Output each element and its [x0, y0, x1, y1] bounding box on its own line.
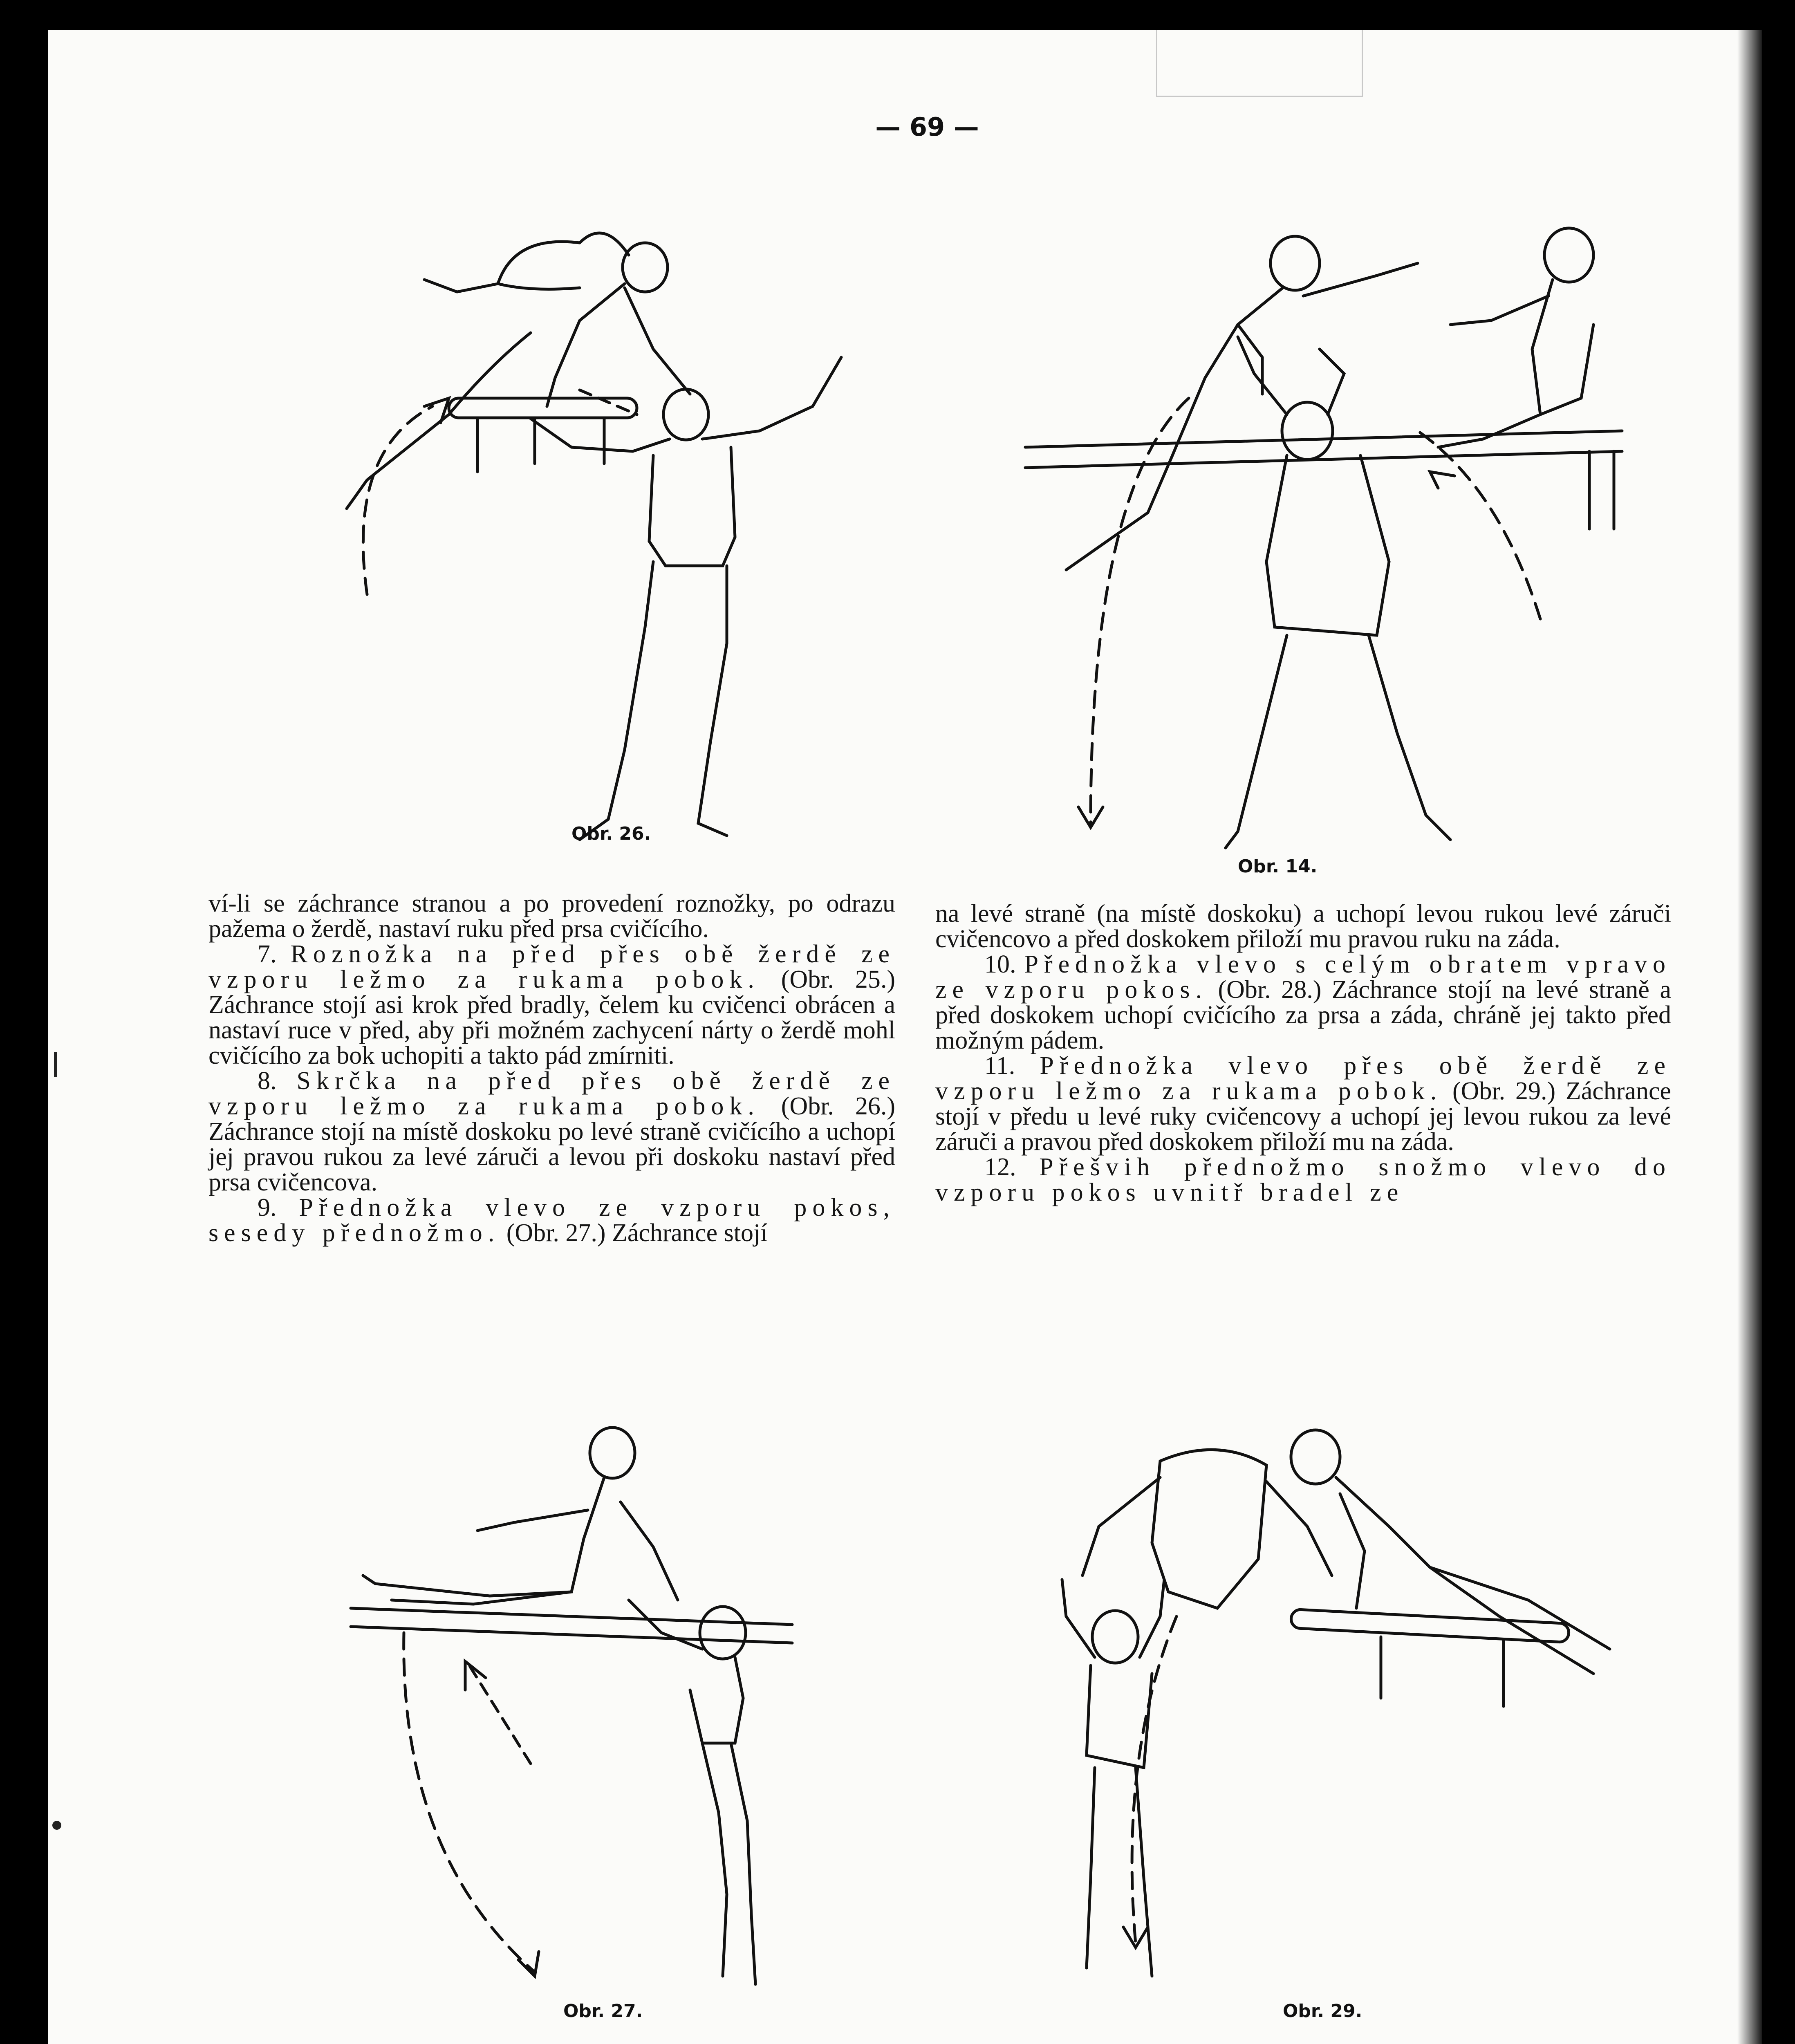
spaced-heading-text: Přednožka vlevo přes obě žerdě ze vzporu ležmo za rukama pobok. [935, 1052, 1671, 1105]
figure-14 [1009, 202, 1712, 877]
figure-14-illustration [1009, 202, 1712, 864]
figure-29 [997, 1387, 1683, 2022]
figure-26-illustration [285, 186, 899, 856]
page-number: — 69 — [875, 112, 979, 142]
spaced-heading-text: Skrčka na před přes obě žerdě ze vzporu ležmo za rukama pobok. [208, 1067, 896, 1120]
paragraph-text: na levé straně (na místě doskoku) a uchopí levou rukou levé záruči cvičencovo a před doskokem přiloží mu pravou ruku na záda. [935, 900, 1671, 953]
figure-27-caption: Obr. 27. [563, 2001, 643, 2022]
margin-mark [52, 1821, 61, 1830]
paragraph-text: (Obr. 25.) Záchrance stojí asi krok před bradly, čelem ku cvičenci obrácen a nastaví ruce v před, aby při možném zachycení nárty o žerdě mohl cvičícího za bok uchopiti a takto pád zmírniti. [208, 966, 896, 1069]
left-paragraph-1 [208, 941, 895, 1068]
paragraph-text: (Obr. 28.) Záchrance stojí na levé straně a před doskokem uchopí cvičícího za prsa a záda, chráně jej takto před možným pádem. [935, 976, 1671, 1054]
paragraph-text: 12. [984, 1153, 1040, 1181]
text-column-right [935, 901, 1671, 1205]
figure-29-illustration [997, 1387, 1683, 2017]
figure-14-caption: Obr. 14. [1238, 856, 1318, 877]
library-stamp [1156, 30, 1363, 97]
figure-27-illustration [343, 1404, 866, 2017]
paragraph-text: 9. [258, 1194, 299, 1221]
paragraph-text: 11. [984, 1052, 1040, 1080]
paragraph-text: 7. [258, 940, 291, 968]
right-paragraph-0 [935, 901, 1671, 952]
margin-mark [54, 1052, 57, 1077]
left-paragraph-2 [208, 1068, 895, 1195]
page [48, 30, 1762, 2044]
page-edge-shadow [1737, 30, 1762, 2044]
spaced-heading-text: Roznožka na před přes obě žerdě ze vzporu ležmo za rukama pobok. [208, 940, 895, 993]
figure-26-caption: Obr. 26. [571, 823, 651, 844]
spaced-heading-text: Přešvih přednožmo snožmo vlevo do vzporu pokos uvnitř bradel ze [935, 1153, 1671, 1206]
figure-29-caption: Obr. 29. [1283, 2001, 1362, 2022]
spaced-heading-text: Přednožka vlevo s celým obratem vpravo ze vzporu pokos. [935, 950, 1672, 1004]
left-paragraph-0 [208, 891, 895, 941]
paragraph-text: 8. [258, 1067, 297, 1095]
right-paragraph-2 [935, 1053, 1671, 1154]
right-paragraph-1 [935, 952, 1671, 1053]
paragraph-text: (Obr. 29.) Záchrance stojí v předu u levé ruky cvičencovy a uchopí jej levou rukou za levé záruči a pravou před doskokem přiloží mu na záda. [935, 1077, 1671, 1156]
spaced-heading-text: Přednožka vlevo ze vzporu pokos, sesedy přednožmo. [208, 1194, 895, 1247]
figure-26 [285, 186, 899, 856]
left-paragraph-3 [208, 1195, 895, 1246]
figure-27 [343, 1404, 866, 2022]
right-paragraph-3 [935, 1154, 1671, 1205]
text-column-left [208, 891, 895, 1246]
paragraph-text: (Obr. 27.) Záchrance stojí [500, 1219, 768, 1247]
paragraph-text: 10. [984, 950, 1024, 978]
paragraph-text: (Obr. 26.) Záchrance stojí na místě doskoku po levé straně cvičícího a uchopí jej pravou rukou za levé záruči a levou při doskoku nastaví před prsa cvičencova. [208, 1092, 896, 1196]
paragraph-text: ví-li se záchrance stranou a po provedení roznožky, po odrazu pažema o žerdě, nastaví ruku před prsa cvičícího. [208, 890, 895, 943]
